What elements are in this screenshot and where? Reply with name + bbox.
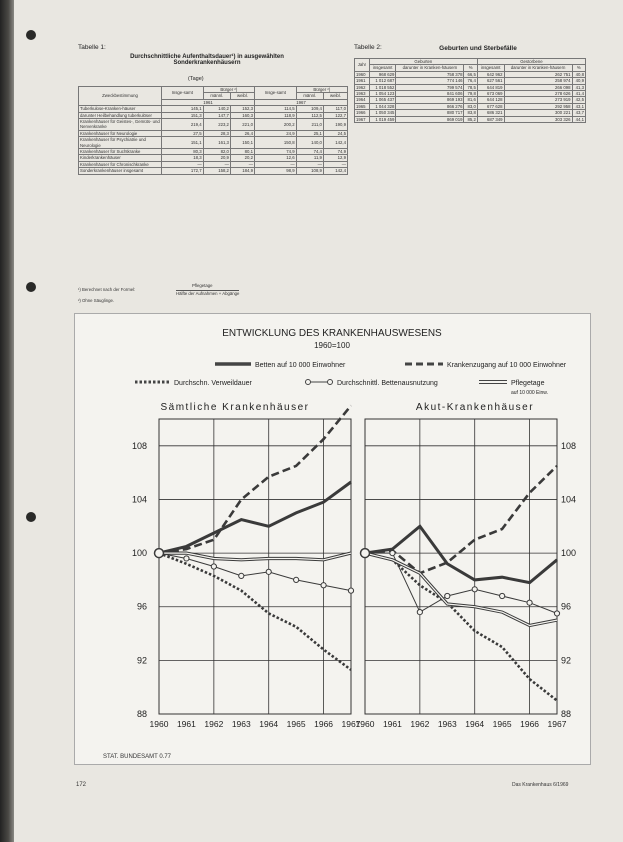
table2-cell: 41,3 bbox=[572, 84, 585, 90]
table2-subheader: % bbox=[572, 65, 585, 71]
data-point bbox=[390, 550, 395, 555]
data-point bbox=[239, 573, 244, 578]
table1-unit: (Tage) bbox=[188, 76, 204, 82]
table2-year: 1964 bbox=[355, 97, 370, 103]
table1-title: Durchschnittliche Aufenthaltsdauer¹) in ausgewählten Sonderkrankenhäusern bbox=[130, 54, 284, 66]
x-tick-label: 1963 bbox=[231, 719, 251, 729]
table2-cell: 644 819 bbox=[477, 84, 504, 90]
x-tick-label: 1961 bbox=[176, 719, 196, 729]
table1-cell: — bbox=[230, 161, 254, 167]
data-point bbox=[417, 609, 422, 614]
x-tick-label: 1967 bbox=[341, 719, 361, 729]
table1-cell: 24,5 bbox=[323, 130, 347, 136]
table1-cell: 18,3 bbox=[162, 155, 204, 161]
table1-cell: 142,4 bbox=[323, 168, 347, 174]
table2-cell: 43,1 bbox=[572, 103, 585, 109]
legend-marker bbox=[306, 380, 311, 385]
table1-row-label: Krankenhäuser für Suchtkranke bbox=[79, 149, 162, 155]
journal-name: Das Krankenhaus 6/1969 bbox=[512, 782, 569, 788]
table1-header: Bürger ²) bbox=[203, 87, 254, 93]
table1-cell: 20,9 bbox=[203, 155, 230, 161]
series-line bbox=[159, 482, 351, 553]
x-tick-label: 1962 bbox=[410, 719, 430, 729]
plot-frame bbox=[365, 419, 557, 714]
y-tick-label: 96 bbox=[561, 601, 572, 612]
x-tick-label: 1961 bbox=[382, 719, 402, 729]
y-tick-label: 104 bbox=[131, 494, 147, 505]
table1-cell: 140,2 bbox=[203, 106, 230, 112]
table2-subheader: % bbox=[464, 65, 477, 71]
table1-row-label: Krankenhäuser für Chronischkranke bbox=[79, 161, 162, 167]
base-point bbox=[361, 549, 370, 558]
punch-hole bbox=[26, 30, 36, 40]
table2-cell: 303 326 bbox=[504, 116, 572, 122]
table2-header: Jahr bbox=[355, 59, 370, 72]
data-point bbox=[554, 611, 559, 616]
table2-cell: 968 629 bbox=[369, 71, 396, 77]
table1-cell: — bbox=[254, 161, 296, 167]
legend-label: Durchschnittl. Bettenausnutzung bbox=[337, 380, 438, 387]
table2-cell: 644 128 bbox=[477, 97, 504, 103]
table2-cell: 1 054 123 bbox=[369, 91, 396, 97]
table2-cell: 278 626 bbox=[504, 91, 572, 97]
table1-row-label: Krankenhäuser für Geistes-, Gemüts- und Nervenkranke bbox=[80, 119, 160, 130]
table1-cell: 158,2 bbox=[203, 168, 230, 174]
table1-cell: 118,9 bbox=[254, 112, 296, 118]
chart-legend bbox=[135, 362, 567, 396]
table1-row-label: Tuberkulose-Kranken-häuser bbox=[79, 106, 162, 112]
y-tick-label: 104 bbox=[561, 494, 577, 505]
y-tick-label: 96 bbox=[136, 601, 147, 612]
table2-cell: 1 018 552 bbox=[369, 84, 396, 90]
table1-row-label: Sonderkrankenhäuser insgesamt bbox=[79, 168, 162, 174]
table2-year: 1962 bbox=[355, 84, 370, 90]
panel-title: Akut-Krankenhäuser bbox=[415, 402, 535, 413]
punch-hole bbox=[26, 282, 36, 292]
table1-cell: — bbox=[323, 161, 347, 167]
table1-header: Zweckbestimmung bbox=[79, 87, 162, 106]
table2-subheader: darunter in Kranken-häusern bbox=[504, 65, 572, 71]
table1-row-label: Krankenhäuser für Neurologie bbox=[79, 130, 162, 136]
x-tick-label: 1966 bbox=[314, 719, 334, 729]
table1-footnote: Pflegetage bbox=[192, 283, 213, 288]
plot-frame bbox=[159, 419, 351, 714]
table1-cell: 161,3 bbox=[203, 137, 230, 149]
legend-note: auf 10 000 Einw. bbox=[511, 390, 548, 396]
data-point bbox=[445, 593, 450, 598]
table1-cell: 145,1 bbox=[162, 106, 204, 112]
data-point bbox=[211, 564, 216, 569]
table1-cell: 26,4 bbox=[230, 130, 254, 136]
x-tick-label: 1965 bbox=[286, 719, 306, 729]
data-point bbox=[321, 583, 326, 588]
data-point bbox=[527, 600, 532, 605]
table1-cell: 117,0 bbox=[323, 106, 347, 112]
table2-cell: 85,2 bbox=[464, 116, 477, 122]
table2-cell: 686 321 bbox=[477, 110, 504, 116]
table2-cell: 79,8 bbox=[464, 91, 477, 97]
y-tick-label: 100 bbox=[131, 548, 147, 559]
table1-header: Bürger ²) bbox=[296, 87, 347, 93]
table1-row-label: Krankenhäuser für Psychiatrie und Neurologie bbox=[79, 137, 162, 149]
table1-cell: 150,8 bbox=[254, 137, 296, 149]
table1-footnote: ¹) Berechnet nach der Formel: bbox=[78, 287, 136, 292]
table1-cell: 211,0 bbox=[296, 119, 323, 131]
table2-cell: 642 962 bbox=[477, 71, 504, 77]
table2-label: Tabelle 2: bbox=[354, 44, 382, 51]
table1-cell: 151,3 bbox=[162, 112, 204, 118]
table2-cell: 76,4 bbox=[464, 78, 477, 84]
series-line bbox=[365, 553, 557, 701]
table2-cell: 40,9 bbox=[572, 78, 585, 84]
table1-subheader: männl. bbox=[296, 93, 323, 99]
table2-cell: 687 349 bbox=[477, 116, 504, 122]
table2-cell: 42,5 bbox=[572, 97, 585, 103]
table2-cell: 677 628 bbox=[477, 103, 504, 109]
series-line bbox=[365, 553, 557, 625]
table1-header: Insge-samt bbox=[254, 87, 296, 100]
table1-cell: 98,9 bbox=[254, 168, 296, 174]
table1-row-label: Kinderkrankenhäuser bbox=[79, 155, 162, 161]
table1-year: 1967 bbox=[254, 99, 347, 105]
x-tick-label: 1960 bbox=[149, 719, 169, 729]
table1-cell: 219,4 bbox=[162, 119, 204, 131]
x-tick-label: 1966 bbox=[520, 719, 540, 729]
table1-subheader: weibl. bbox=[230, 93, 254, 99]
table1-cell: 112,5 bbox=[296, 112, 323, 118]
table2-cell: 774 146 bbox=[396, 78, 464, 84]
table1-cell: 74,4 bbox=[296, 149, 323, 155]
table2-cell: 869 019 bbox=[396, 116, 464, 122]
table2 bbox=[354, 58, 586, 123]
table1-cell: 122,7 bbox=[323, 112, 347, 118]
data-point bbox=[500, 593, 505, 598]
table1-cell: 80,3 bbox=[162, 149, 204, 155]
table2-cell: 758 378 bbox=[396, 71, 464, 77]
table1-cell: 20,2 bbox=[230, 155, 254, 161]
data-point bbox=[294, 577, 299, 582]
table2-cell: 273 919 bbox=[504, 97, 572, 103]
table2-cell: 40,8 bbox=[572, 71, 585, 77]
table2-cell: 1 019 459 bbox=[369, 116, 396, 122]
table2-cell: 292 958 bbox=[504, 103, 572, 109]
table1-cell: 11,9 bbox=[296, 155, 323, 161]
table1-cell: 221,0 bbox=[230, 119, 254, 131]
table2-cell: 1 050 345 bbox=[369, 110, 396, 116]
table1-cell: 109,4 bbox=[296, 106, 323, 112]
table1-cell: 82,0 bbox=[203, 149, 230, 155]
chart-title: ENTWICKLUNG DES KRANKENHAUSWESENS bbox=[222, 328, 442, 339]
table2-cell: 673 069 bbox=[477, 91, 504, 97]
punch-hole bbox=[26, 512, 36, 522]
table2-cell: 83,8 bbox=[464, 110, 477, 116]
data-point bbox=[472, 587, 477, 592]
table2-cell: 66,5 bbox=[464, 71, 477, 77]
series-line bbox=[159, 406, 351, 553]
chart-source: STAT. BUNDESAMT 0.77 bbox=[103, 754, 172, 760]
y-tick-label: 92 bbox=[136, 655, 147, 666]
y-tick-label: 100 bbox=[561, 548, 577, 559]
y-tick-label: 88 bbox=[136, 709, 147, 719]
table2-title: Geburten und Sterbefälle bbox=[439, 45, 517, 52]
chart-box bbox=[74, 313, 591, 765]
table1-cell: 190,9 bbox=[323, 119, 347, 131]
series-line bbox=[159, 553, 351, 670]
table1-cell: 150,1 bbox=[230, 137, 254, 149]
table2-year: 1961 bbox=[355, 78, 370, 84]
legend-label: Krankenzugang auf 10 000 Einwohner bbox=[447, 362, 567, 369]
table2-cell: 83,0 bbox=[464, 103, 477, 109]
y-tick-label: 108 bbox=[561, 440, 577, 451]
table1-cell: 74,9 bbox=[254, 149, 296, 155]
table1-cell: 28,3 bbox=[203, 130, 230, 136]
table1-row bbox=[79, 137, 348, 149]
table1-cell: 172,7 bbox=[162, 168, 204, 174]
series-line-inner bbox=[365, 553, 557, 625]
table2-cell: 880 717 bbox=[396, 110, 464, 116]
chart-subtitle: 1960=100 bbox=[314, 341, 350, 350]
x-tick-label: 1964 bbox=[259, 719, 279, 729]
table1-cell: 160,3 bbox=[230, 112, 254, 118]
table2-cell: 841 606 bbox=[396, 91, 464, 97]
table1-cell: 12,9 bbox=[323, 155, 347, 161]
table1-cell: 152,3 bbox=[230, 106, 254, 112]
table2-cell: 1 012 687 bbox=[369, 78, 396, 84]
page-number: 172 bbox=[76, 782, 87, 788]
x-tick-label: 1967 bbox=[547, 719, 567, 729]
data-point bbox=[266, 569, 271, 574]
table2-year: 1963 bbox=[355, 91, 370, 97]
legend-label: Pflegetage bbox=[511, 380, 545, 387]
table1-cell: 223,2 bbox=[203, 119, 230, 131]
x-tick-label: 1965 bbox=[492, 719, 512, 729]
table1-cell: 25,1 bbox=[296, 130, 323, 136]
table1-cell: — bbox=[203, 161, 230, 167]
table1-subheader: weibl. bbox=[323, 93, 347, 99]
legend-label: Durchschn. Verweildauer bbox=[174, 380, 252, 387]
table2-subheader: insgesamt bbox=[477, 65, 504, 71]
table2-cell: 300 221 bbox=[504, 110, 572, 116]
data-point bbox=[348, 588, 353, 593]
table2-cell: 866 276 bbox=[396, 103, 464, 109]
y-tick-label: 88 bbox=[561, 709, 572, 719]
base-point bbox=[155, 549, 164, 558]
table1-cell: — bbox=[162, 161, 204, 167]
chart-svg bbox=[75, 314, 590, 764]
table1-cell: 12,6 bbox=[254, 155, 296, 161]
table2-cell: 44,1 bbox=[572, 116, 585, 122]
table2-year: 1965 bbox=[355, 103, 370, 109]
table2-cell: 266 098 bbox=[504, 84, 572, 90]
table1-cell: 184,9 bbox=[230, 168, 254, 174]
table1-year: 1961 bbox=[162, 99, 255, 105]
legend-label: Betten auf 10 000 Einwohner bbox=[255, 362, 346, 369]
table2-year: 1960 bbox=[355, 71, 370, 77]
table2-cell: 627 561 bbox=[477, 78, 504, 84]
panel-title: Sämtliche Krankenhäuser bbox=[160, 402, 310, 413]
table1-cell: 74,9 bbox=[323, 149, 347, 155]
table2-cell: 262 751 bbox=[504, 71, 572, 77]
y-tick-label: 108 bbox=[131, 440, 147, 451]
table1-cell: 151,1 bbox=[162, 137, 204, 149]
table2-cell: 258 974 bbox=[504, 78, 572, 84]
table1-cell: 80,1 bbox=[230, 149, 254, 155]
book-binding bbox=[0, 0, 14, 842]
table2-header: Geburten bbox=[369, 59, 477, 65]
table2-header: Gestorbene bbox=[477, 59, 585, 65]
table1-cell: 147,7 bbox=[203, 112, 230, 118]
table1-header: Insge-samt bbox=[162, 87, 204, 100]
table1-cell: 200,2 bbox=[254, 119, 296, 131]
table1-footnote: Hälfte der Aufnahmen + Abgänge bbox=[176, 291, 240, 296]
table2-cell: 78,5 bbox=[464, 84, 477, 90]
table2-cell: 869 193 bbox=[396, 97, 464, 103]
x-tick-label: 1963 bbox=[437, 719, 457, 729]
table2-cell: 1 065 437 bbox=[369, 97, 396, 103]
table2-cell: 43,7 bbox=[572, 110, 585, 116]
table2-cell: 1 044 328 bbox=[369, 103, 396, 109]
table2-year: 1967 bbox=[355, 116, 370, 122]
document-page bbox=[14, 0, 623, 842]
table1-cell: 114,5 bbox=[254, 106, 296, 112]
table2-row bbox=[355, 116, 586, 122]
table2-subheader: darunter in Kranken-häusern bbox=[396, 65, 464, 71]
table2-year: 1966 bbox=[355, 110, 370, 116]
table2-cell: 41,4 bbox=[572, 91, 585, 97]
table1-label: Tabelle 1: bbox=[78, 44, 106, 51]
table2-cell: 799 574 bbox=[396, 84, 464, 90]
table2-subheader: insgesamt bbox=[369, 65, 396, 71]
data-point bbox=[184, 556, 189, 561]
table1-row bbox=[79, 168, 348, 174]
table2-cell: 81,6 bbox=[464, 97, 477, 103]
table1-subheader: männl. bbox=[203, 93, 230, 99]
table1-cell: 24,9 bbox=[254, 130, 296, 136]
table1 bbox=[78, 86, 348, 175]
table1-cell: 142,4 bbox=[323, 137, 347, 149]
x-tick-label: 1962 bbox=[204, 719, 224, 729]
table1-cell: 27,5 bbox=[162, 130, 204, 136]
x-tick-label: 1960 bbox=[355, 719, 375, 729]
table1-row bbox=[79, 119, 348, 131]
x-tick-label: 1964 bbox=[465, 719, 485, 729]
table1-cell: — bbox=[296, 161, 323, 167]
legend-marker bbox=[328, 380, 333, 385]
table1-row-label: darunter Heilbehandlung tuberkulöser bbox=[79, 112, 162, 118]
table1-cell: 108,9 bbox=[296, 168, 323, 174]
y-tick-label: 92 bbox=[561, 655, 572, 666]
table1-cell: 140,0 bbox=[296, 137, 323, 149]
table1-footnote: ²) Ohne Säuglinge. bbox=[78, 298, 115, 303]
